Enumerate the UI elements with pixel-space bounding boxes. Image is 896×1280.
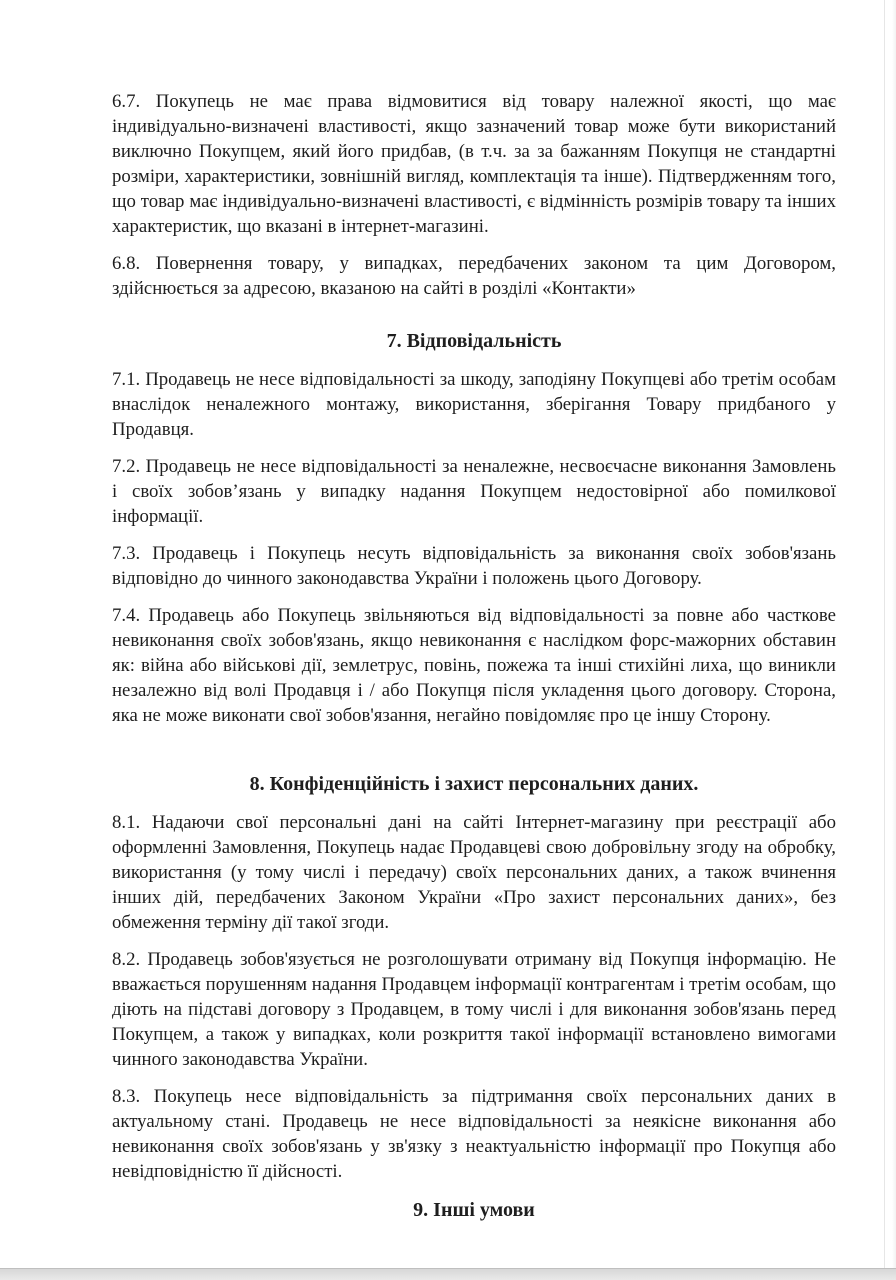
clause-8-3: 8.3. Покупець несе відповідальність за підтримання своїх персональних даних в актуальному стані. Продавець не несе відповідальності за неякісне виконання або невиконання своїх зобов'язань у зв'язку з неактуальністю інформації про Покупця або невідповідністю її дійсності. (112, 1086, 836, 1182)
section-8-heading: 8. Конфіденційність і захист персональних даних. (249, 773, 699, 795)
page-edge-right-line (884, 0, 885, 1269)
section-9-heading: 9. Інші умови (413, 1199, 535, 1221)
clause-6-7: 6.7. Покупець не має права відмовитися від товару належної якості, що має індивідуально-визначені властивості, якщо зазначений товар може бути використаний виключно Покупцем, який його придбав, (в т.ч. за за бажанням Покупця не стандартні розміри, характеристики, зовнішній вигляд, комплектація та інше). Підтвердженням того, що товар має індивідуально-визначені властивості, є відмінність розмірів товару та інших характеристик, що вказані в інтернет-магазині. (112, 91, 836, 237)
contract-text (112, 89, 836, 1223)
page-edge-bottom-band (0, 1268, 896, 1280)
clause-7-4: 7.4. Продавець або Покупець звільняються від відповідальності за повне або часткове невиконання своїх зобов'язань, якщо невиконання є наслідком форс-мажорних обставин як: війна або військові дії, землетрус, повінь, пожежа та інші стихійні лиха, що виникли незалежно від волі Продавця і / або Покупця після укладення цього договору. Сторона, яка не може виконати свої зобов'язання, негайно повідомляє про це іншу Сторону. (112, 605, 836, 726)
clause-7-1: 7.1. Продавець не несе відповідальності за шкоду, заподіяну Покупцеві або третім особам внаслідок неналежного монтажу, використання, зберігання Товару придбаного у Продавця. (112, 369, 836, 440)
clause-8-1: 8.1. Надаючи свої персональні дані на сайті Інтернет-магазину при реєстрації або оформленні Замовлення, Покупець надає Продавцеві свою добровільну згоду на обробку, використання (у тому числі і передачу) своїх персональних даних, а також вчинення інших дій, передбачених Законом України «Про захист персональних даних», без обмеження терміну дії такої згоди. (112, 812, 836, 933)
clause-6-8: 6.8. Повернення товару, у випадках, передбачених законом та цим Договором, здійснюється за адресою, вказаною на сайті в розділі «Контакти» (112, 253, 836, 299)
section-7-heading: 7. Відповідальність (386, 330, 562, 352)
clause-7-3: 7.3. Продавець і Покупець несуть відповідальність за виконання своїх зобов'язань відповідно до чинного законодавства України і положень цього Договору. (112, 543, 836, 589)
clause-8-2: 8.2. Продавець зобов'язується не розголошувати отриману від Покупця інформацію. Не вважається порушенням надання Продавцем інформації контрагентам і третім особам, що діють на підставі договору з Продавцем, в тому числі і для виконання зобов'язань перед Покупцем, а також у випадках, коли розкриття такої інформації встановлено вимогами чинного законодавства України. (112, 949, 836, 1070)
page-edge-right-shade (892, 0, 896, 1269)
clause-7-2: 7.2. Продавець не несе відповідальності за неналежне, несвоєчасне виконання Замовлень і своїх зобов’язань у випадку надання Покупцем недостовірної або помилкової інформації. (112, 456, 836, 527)
